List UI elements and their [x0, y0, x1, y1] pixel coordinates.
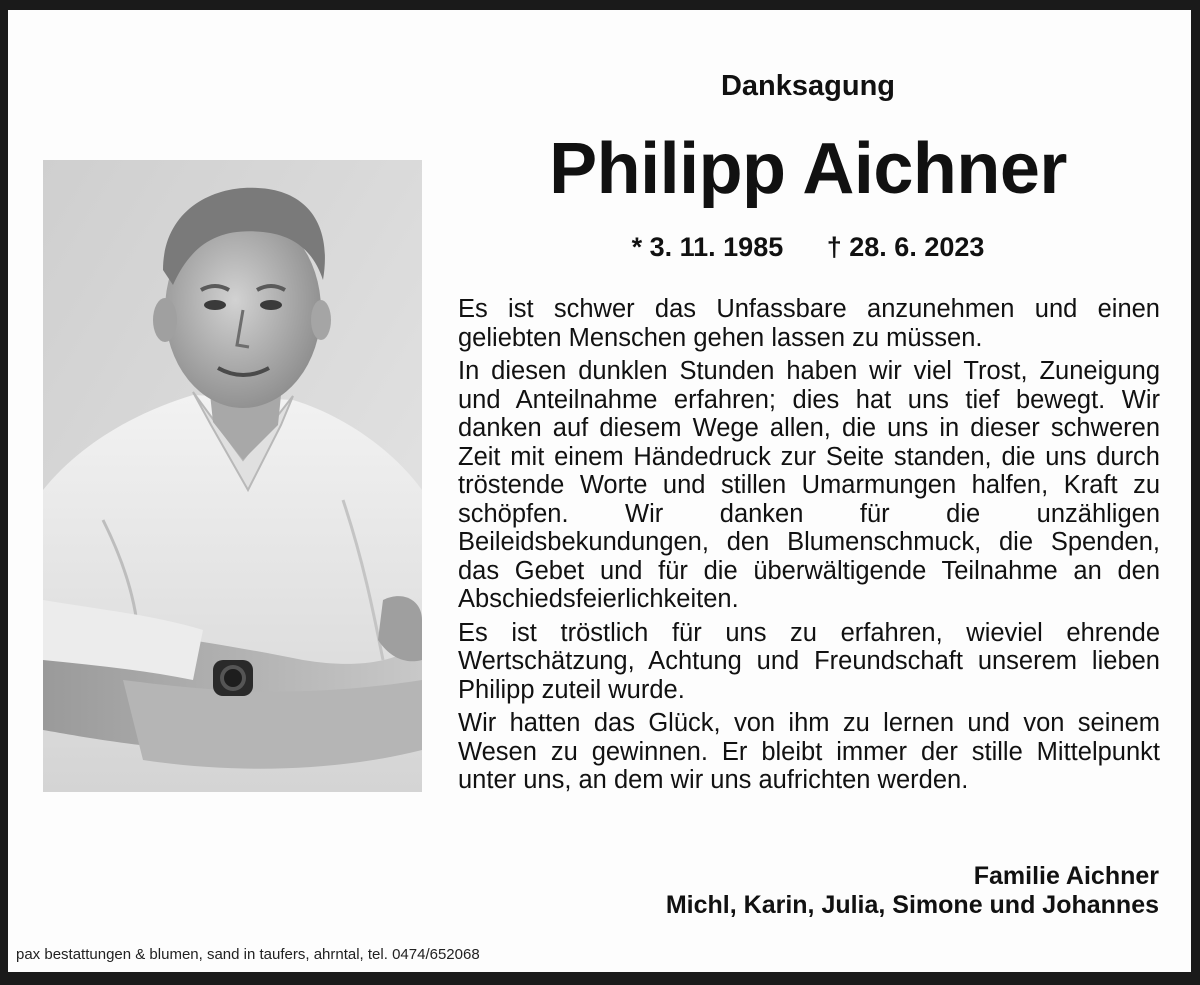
signature-family: Familie Aichner	[973, 862, 1159, 890]
funeral-home-footer: pax bestattungen & blumen, sand in taufers, ahrntal, tel. 0474/652068	[16, 946, 480, 963]
death-date: † 28. 6. 2023	[826, 232, 985, 262]
paragraph: In diesen dunklen Stunden haben wir viel Trost, Zuneigung und Anteilnahme erfahren; dies hat uns tief bewegt. Wir danken auf diesem Wege allen, die uns in dieser schweren Zeit mit einem Händedruck zur Seite standen, die uns durch tröstende Worte und stillen Umarmungen halfen, Kraft zu schöpfen. Wir danken für die unzähligen Beileidsbekundungen, den Blumenschmuck, die Spenden, das Gebet und für die überwältigende Teilnahme an den Abschiedsfeierlichkeiten.	[458, 357, 1160, 613]
portrait-photo	[43, 160, 422, 792]
notice-heading: Danksagung	[720, 70, 896, 102]
deceased-name: Philipp Aichner	[549, 129, 1067, 209]
birth-date: * 3. 11. 1985	[631, 232, 784, 262]
obituary-card	[8, 10, 1191, 972]
paragraph: Es ist tröstlich für uns zu erfahren, wieviel ehrende Wertschätzung, Achtung und Freundschaft unserem lieben Philipp zuteil wurde.	[458, 618, 1160, 704]
signature-names: Michl, Karin, Julia, Simone und Johannes	[665, 891, 1159, 919]
signature-block	[666, 862, 1159, 920]
thanks-text	[458, 295, 1160, 800]
paragraph: Es ist schwer das Unfassbare anzunehmen und einen geliebten Menschen gehen lassen zu müssen.	[458, 295, 1160, 352]
paragraph: Wir hatten das Glück, von ihm zu lernen und von seinem Wesen zu gewinnen. Er bleibt immer der stille Mittelpunkt unter uns, an dem wir uns aufrichten werden.	[458, 709, 1160, 794]
life-dates	[448, 232, 1168, 263]
